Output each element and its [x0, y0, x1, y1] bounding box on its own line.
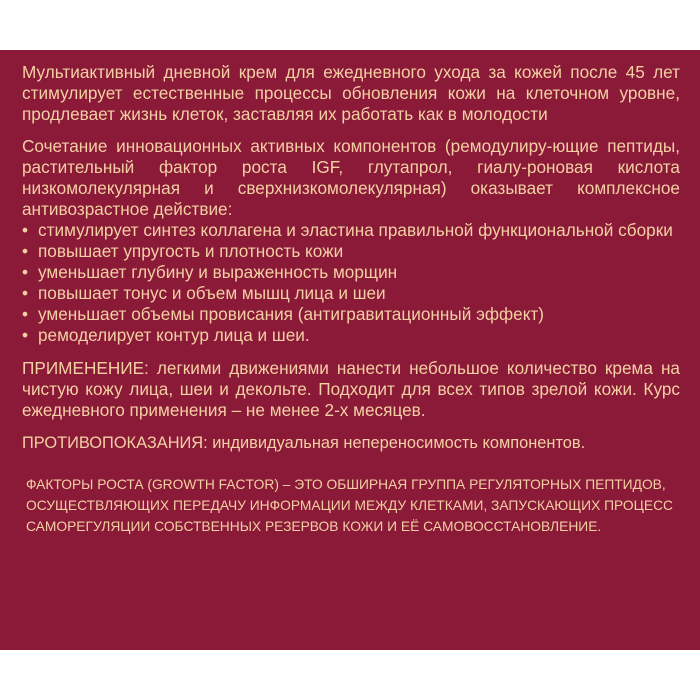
contraindications-paragraph: ПРОТИВОПОКАЗАНИЯ: индивидуальная непереносимость компонентов.: [22, 434, 586, 452]
list-item: • повышает упругость и плотность кожи: [22, 241, 680, 262]
growth-factor-note: ФАКТОРЫ РОСТА (GROWTH FACTOR) – ЭТО ОБШИРНАЯ ГРУППА РЕГУЛЯТОРНЫХ ПЕПТИДОВ, ОСУЩЕСТВЛЯЮЩИХ ПЕРЕДАЧУ ИНФОРМАЦИИ МЕЖДУ КЛЕТКАМИ, ЗАПУСКАЮЩИХ ПРОЦЕСС САМОРЕГУЛЯЦИИ СОБСТВЕННЫХ РЕЗЕРВОВ КОЖИ И ЕЁ САМОВОССТАНОВЛЕНИЕ.: [26, 477, 674, 534]
list-item: • стимулирует синтез коллагена и эластина правильной функциональной сборки: [22, 220, 680, 241]
list-item: • повышает тонус и объем мышц лица и шеи: [22, 283, 680, 304]
effects-list: [22, 220, 680, 346]
usage-paragraph: ПРИМЕНЕНИЕ: легкими движениями нанести небольшое количество крема на чистую кожу лица, шеи и декольте. Подходит для всех типов зрелой кожи. Курс ежедневного применения – не менее 2-х месяцев.: [22, 358, 680, 420]
description-paragraph: Мультиактивный дневной крем для ежедневного ухода за кожей после 45 лет стимулирует естественные процессы обновления кожи на клеточном уровне, продлевает жизнь клеток, заставляя их работать как в молодости: [22, 62, 680, 124]
product-description-panel: [0, 50, 700, 650]
list-item: • ремоделирует контур лица и шеи.: [22, 325, 680, 346]
list-item: • уменьшает объемы провисания (антигравитационный эффект): [22, 304, 680, 325]
ingredients-paragraph: Сочетание инновационных активных компонентов (ремодулиру-ющие пептиды, растительный фактор роста IGF, глутапрол, гиалу-роновая кислота низкомолекулярная и сверхнизкомолекулярная) оказывает комплексное антивозрастное действие:: [22, 136, 680, 219]
list-item: • уменьшает глубину и выраженность морщин: [22, 262, 680, 283]
